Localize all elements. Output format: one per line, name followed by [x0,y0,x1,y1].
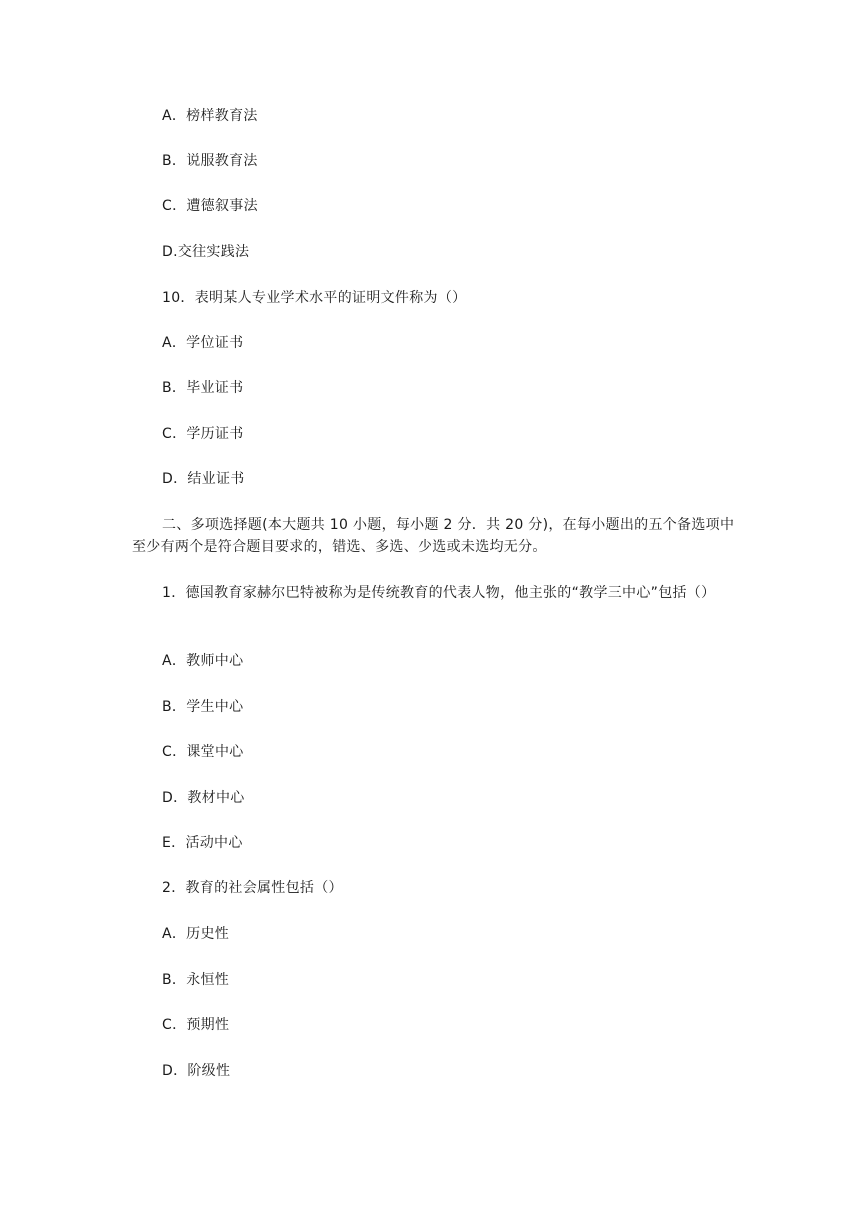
option-a-teacher-center: A．教师中心 [162,653,244,669]
option-d-textbook-center: D．教材中心 [162,790,245,806]
option-d-class-nature: D．阶级性 [162,1063,231,1079]
question-2: 2．教育的社会属性包括（） [162,880,343,896]
option-e-activity-center: E．活动中心 [162,835,243,851]
option-b-persuasion-method: B．说服教育法 [162,153,258,169]
option-b-student-center: B．学生中心 [162,699,244,715]
option-b-eternal: B．永恒性 [162,972,230,988]
option-d-practice-method: D.交往实践法 [162,244,250,260]
section-2-instructions: 二、多项选择题(本大题共 10 小题，每小题 2 分．共 20 分)，在每小题出的五个备选项中至少有两个是符合题目要求的，错选、多选、少选或未选均无分。 [132,517,735,555]
option-c-classroom-center: C．课堂中心 [162,744,244,760]
option-c-education-certificate: C．学历证书 [162,426,244,442]
option-a-degree-certificate: A．学位证书 [162,335,244,351]
question-1: 1．德国教育家赫尔巴特被称为是传统教育的代表人物，他主张的“教学三中心”包括（） [162,585,716,601]
option-b-graduation-certificate: B．毕业证书 [162,380,244,396]
option-c-narrative-method: C．遭德叙事法 [162,198,258,214]
option-c-expected: C．预期性 [162,1017,230,1033]
option-a-example-method: A．榜样教育法 [162,108,258,124]
question-10: 10．表明某人专业学术水平的证明文件称为（） [162,290,467,306]
option-d-completion-certificate: D．结业证书 [162,471,245,487]
option-a-historical: A．历史性 [162,926,230,942]
